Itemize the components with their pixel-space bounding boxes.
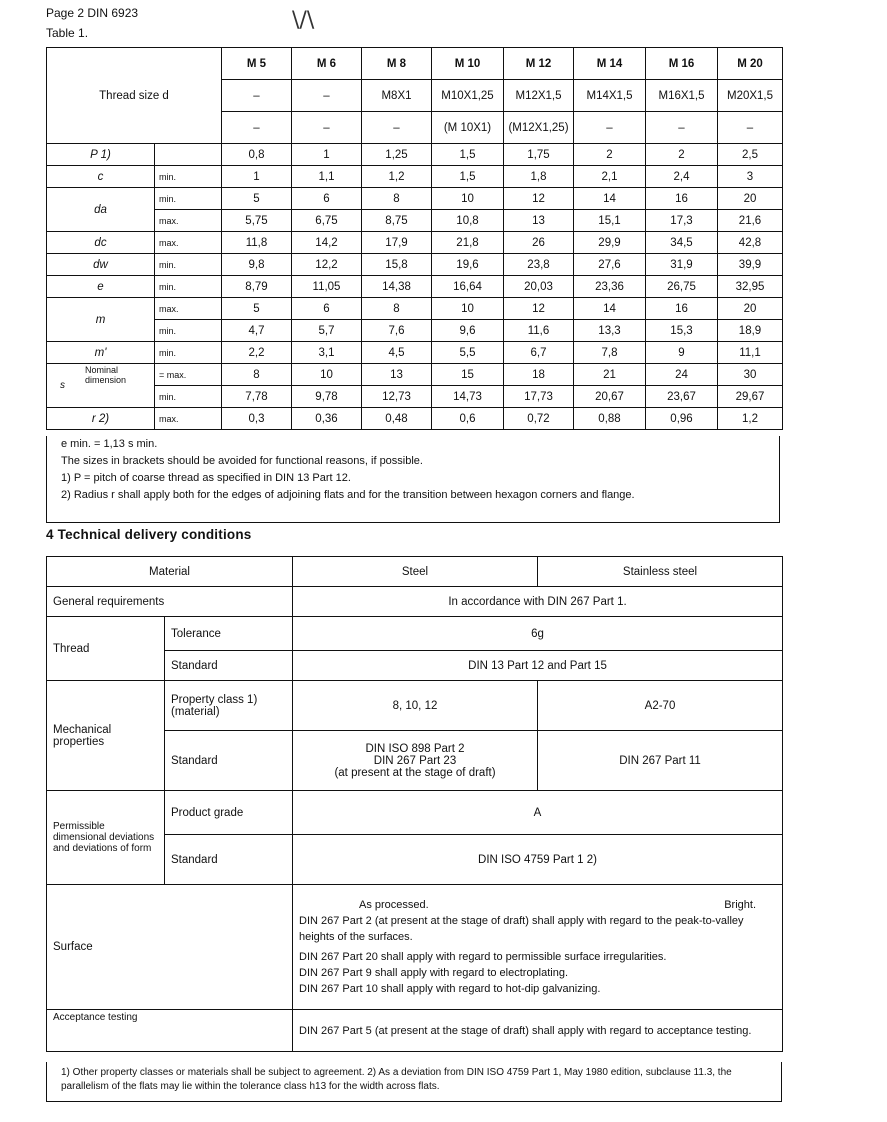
size-header: M 8 xyxy=(362,48,432,80)
thread-standard-label: Standard xyxy=(165,651,293,681)
symbol: c xyxy=(47,166,155,188)
value-cell: 39,9 xyxy=(718,254,783,276)
perm-label: Permissible dimensional deviations and deviations of form xyxy=(47,791,165,885)
value-cell: 1 xyxy=(292,144,362,166)
size-header: M 12 xyxy=(504,48,574,80)
table-caption: Table 1. xyxy=(46,26,89,40)
value-cell: 23,36 xyxy=(574,276,646,298)
value-cell: 0,48 xyxy=(362,408,432,430)
value-cell: 0,6 xyxy=(432,408,504,430)
value-cell: 18 xyxy=(504,364,574,386)
surface-line3: DIN 267 Part 9 shall apply with regard to electroplating. xyxy=(299,967,569,979)
value-cell: 12,2 xyxy=(292,254,362,276)
surface-line4: DIN 267 Part 10 shall apply with regard to hot-dip galvanizing. xyxy=(299,983,601,995)
table1-notes xyxy=(46,436,780,523)
symbol: e xyxy=(47,276,155,298)
surface-label: Surface xyxy=(47,885,293,1010)
value-cell: 2 xyxy=(574,144,646,166)
value-cell: 17,9 xyxy=(362,232,432,254)
value-cell: 1,5 xyxy=(432,166,504,188)
value-cell: 32,95 xyxy=(718,276,783,298)
value-cell: 34,5 xyxy=(646,232,718,254)
value-cell: 17,3 xyxy=(646,210,718,232)
value-cell: 2,2 xyxy=(222,342,292,364)
qualifier: max. xyxy=(155,210,222,232)
value-cell: 30 xyxy=(718,364,783,386)
fine-thread-1: M20X1,5 xyxy=(718,80,783,112)
value-cell: 9,8 xyxy=(222,254,292,276)
size-header: M 6 xyxy=(292,48,362,80)
value-cell: 20 xyxy=(718,298,783,320)
qualifier: min. xyxy=(155,386,222,408)
symbol-s: s xyxy=(60,380,65,391)
value-cell: 10,8 xyxy=(432,210,504,232)
value-cell: 7,78 xyxy=(222,386,292,408)
value-cell: 0,3 xyxy=(222,408,292,430)
value-cell: 8 xyxy=(362,188,432,210)
mech-standard-stainless: DIN 267 Part 11 xyxy=(538,731,783,791)
dimensions-table xyxy=(46,47,783,430)
fine-thread-1: – xyxy=(222,80,292,112)
stainless-header: Stainless steel xyxy=(538,557,783,587)
value-cell: 8,79 xyxy=(222,276,292,298)
value-cell: 0,36 xyxy=(292,408,362,430)
value-cell: 11,6 xyxy=(504,320,574,342)
fine-thread-2: – xyxy=(362,112,432,144)
fine-thread-2: – xyxy=(222,112,292,144)
value-cell: 1,1 xyxy=(292,166,362,188)
note-emin: e min. = 1,13 s min. xyxy=(61,438,158,450)
value-cell: 21 xyxy=(574,364,646,386)
value-cell: 3 xyxy=(718,166,783,188)
value-cell: 6,75 xyxy=(292,210,362,232)
tolerance-value: 6g xyxy=(293,617,783,651)
value-cell: 8 xyxy=(222,364,292,386)
symbol: m' xyxy=(47,342,155,364)
value-cell: 21,8 xyxy=(432,232,504,254)
fine-thread-1: M10X1,25 xyxy=(432,80,504,112)
value-cell: 0,88 xyxy=(574,408,646,430)
qualifier: max. xyxy=(155,408,222,430)
value-cell: 1,25 xyxy=(362,144,432,166)
perm-standard-value: DIN ISO 4759 Part 1 2) xyxy=(293,835,783,885)
value-cell: 9,78 xyxy=(292,386,362,408)
value-cell: 5,5 xyxy=(432,342,504,364)
fine-thread-2: – xyxy=(292,112,362,144)
acceptance-value: DIN 267 Part 5 (at present at the stage of draft) shall apply with regard to acceptance testing. xyxy=(293,1010,783,1052)
general-req-label: General requirements xyxy=(47,587,293,617)
value-cell: 4,5 xyxy=(362,342,432,364)
value-cell: 14,73 xyxy=(432,386,504,408)
symbol: dw xyxy=(47,254,155,276)
symbol: dc xyxy=(47,232,155,254)
size-header: M 14 xyxy=(574,48,646,80)
footnote-1: 1) P = pitch of coarse thread as specified in DIN 13 Part 12. xyxy=(61,472,351,484)
value-cell: 1,8 xyxy=(504,166,574,188)
value-cell: 14 xyxy=(574,188,646,210)
value-cell: 2,1 xyxy=(574,166,646,188)
value-cell: 27,6 xyxy=(574,254,646,276)
page-header: Page 2 DIN 6923 xyxy=(46,6,139,20)
value-cell: 6 xyxy=(292,188,362,210)
value-cell: 6 xyxy=(292,298,362,320)
fine-thread-2: – xyxy=(718,112,783,144)
qualifier: max. xyxy=(155,298,222,320)
value-cell: 4,7 xyxy=(222,320,292,342)
mech-label: Mechanical properties xyxy=(47,681,165,791)
value-cell: 11,05 xyxy=(292,276,362,298)
value-cell: 24 xyxy=(646,364,718,386)
size-header: M 5 xyxy=(222,48,292,80)
value-cell: 20 xyxy=(718,188,783,210)
value-cell: 7,6 xyxy=(362,320,432,342)
symbol: r 2) xyxy=(47,408,155,430)
qualifier: = max. xyxy=(155,364,222,386)
value-cell: 8 xyxy=(362,298,432,320)
value-cell: 1 xyxy=(222,166,292,188)
size-header: M 16 xyxy=(646,48,718,80)
symbol: P 1) xyxy=(47,144,155,166)
section4-footnote: 1) Other property classes or materials shall be subject to agreement. 2) As a deviation from DIN ISO 4759 Part 1, May 1980 edition, subclause 11.3, the parallelism of the flats may lie within the tolerance class h13 for the width across flats. xyxy=(46,1062,782,1102)
fine-thread-1: – xyxy=(292,80,362,112)
value-cell: 7,8 xyxy=(574,342,646,364)
value-cell: 23,67 xyxy=(646,386,718,408)
prop-class-steel: 8, 10, 12 xyxy=(293,681,538,731)
footnote-2: 2) Radius r shall apply both for the edges of adjoining flats and for the transition between hexagon corners and flange. xyxy=(61,489,635,501)
value-cell: 3,1 xyxy=(292,342,362,364)
value-cell: 1,5 xyxy=(432,144,504,166)
value-cell: 15,1 xyxy=(574,210,646,232)
qualifier: min. xyxy=(155,276,222,298)
fine-thread-1: M8X1 xyxy=(362,80,432,112)
value-cell: 18,9 xyxy=(718,320,783,342)
value-cell: 13,3 xyxy=(574,320,646,342)
value-cell: 29,9 xyxy=(574,232,646,254)
thread-standard-value: DIN 13 Part 12 and Part 15 xyxy=(293,651,783,681)
value-cell: 14 xyxy=(574,298,646,320)
qualifier: max. xyxy=(155,232,222,254)
value-cell: 2 xyxy=(646,144,718,166)
value-cell: 26,75 xyxy=(646,276,718,298)
note-brackets: The sizes in brackets should be avoided for functional reasons, if possible. xyxy=(61,455,423,467)
prop-class-stainless: A2-70 xyxy=(538,681,783,731)
value-cell: 1,2 xyxy=(718,408,783,430)
value-cell: 12,73 xyxy=(362,386,432,408)
value-cell: 20,03 xyxy=(504,276,574,298)
value-cell: 16,64 xyxy=(432,276,504,298)
value-cell: 20,67 xyxy=(574,386,646,408)
value-cell: 10 xyxy=(432,188,504,210)
thread-label: Thread xyxy=(47,617,165,681)
value-cell: 5,7 xyxy=(292,320,362,342)
value-cell: 13 xyxy=(362,364,432,386)
fine-thread-1: M16X1,5 xyxy=(646,80,718,112)
value-cell: 14,2 xyxy=(292,232,362,254)
symbol-m: m xyxy=(47,298,155,342)
value-cell: 16 xyxy=(646,298,718,320)
surface-processed: As processed. xyxy=(359,899,429,911)
value-cell: 5 xyxy=(222,188,292,210)
value-cell: 10 xyxy=(432,298,504,320)
fine-thread-2: – xyxy=(646,112,718,144)
value-cell: 13 xyxy=(504,210,574,232)
value-cell: 0,8 xyxy=(222,144,292,166)
value-cell: 23,8 xyxy=(504,254,574,276)
surface-bright: Bright. xyxy=(724,899,756,911)
value-cell: 10 xyxy=(292,364,362,386)
size-header: M 10 xyxy=(432,48,504,80)
delivery-conditions-table xyxy=(46,556,783,1052)
value-cell: 21,6 xyxy=(718,210,783,232)
value-cell: 2,5 xyxy=(718,144,783,166)
value-cell: 6,7 xyxy=(504,342,574,364)
symbol-s xyxy=(47,364,155,408)
value-cell: 15,8 xyxy=(362,254,432,276)
value-cell: 1,2 xyxy=(362,166,432,188)
value-cell: 0,96 xyxy=(646,408,718,430)
mech-std-steel-line1: DIN ISO 898 Part 2 xyxy=(365,742,465,755)
value-cell: 17,73 xyxy=(504,386,574,408)
mech-std-steel-line2: DIN 267 Part 23 xyxy=(373,754,457,767)
value-cell: 0,72 xyxy=(504,408,574,430)
fine-thread-2: (M 10X1) xyxy=(432,112,504,144)
value-cell: 15 xyxy=(432,364,504,386)
value-cell: 16 xyxy=(646,188,718,210)
value-cell: 14,38 xyxy=(362,276,432,298)
perm-standard-label: Standard xyxy=(165,835,293,885)
product-grade-label: Product grade xyxy=(165,791,293,835)
product-grade-value: A xyxy=(293,791,783,835)
value-cell: 19,6 xyxy=(432,254,504,276)
tolerance-label: Tolerance xyxy=(165,617,293,651)
value-cell: 5,75 xyxy=(222,210,292,232)
value-cell: 26 xyxy=(504,232,574,254)
handwritten-mark: \/\ xyxy=(292,8,315,33)
value-cell: 11,8 xyxy=(222,232,292,254)
value-cell: 8,75 xyxy=(362,210,432,232)
fine-thread-1: M14X1,5 xyxy=(574,80,646,112)
mech-std-steel-line3: (at present at the stage of draft) xyxy=(334,766,496,779)
value-cell: 5 xyxy=(222,298,292,320)
qualifier: min. xyxy=(155,342,222,364)
section-heading: 4 Technical delivery conditions xyxy=(46,527,252,542)
thread-size-label: Thread size d xyxy=(47,48,222,144)
acceptance-label: Acceptance testing xyxy=(47,1010,293,1052)
fine-thread-2: (M12X1,25) xyxy=(504,112,574,144)
surface-value xyxy=(293,885,783,1010)
surface-line1: DIN 267 Part 2 (at present at the stage of draft) shall apply with regard to the peak-to-valley heights of the surfaces. xyxy=(299,915,744,943)
qualifier: min. xyxy=(155,254,222,276)
value-cell: 31,9 xyxy=(646,254,718,276)
qualifier: min. xyxy=(155,188,222,210)
nominal-dimension-label: Nominal dimension xyxy=(85,365,127,385)
steel-header: Steel xyxy=(293,557,538,587)
value-cell: 29,67 xyxy=(718,386,783,408)
mech-standard-label: Standard xyxy=(165,731,293,791)
size-header: M 20 xyxy=(718,48,783,80)
qualifier: min. xyxy=(155,166,222,188)
value-cell: 1,75 xyxy=(504,144,574,166)
value-cell: 12 xyxy=(504,188,574,210)
symbol-da: da xyxy=(47,188,155,232)
fine-thread-2: – xyxy=(574,112,646,144)
value-cell: 42,8 xyxy=(718,232,783,254)
general-req-value: In accordance with DIN 267 Part 1. xyxy=(293,587,783,617)
qualifier xyxy=(155,144,222,166)
prop-class-label: Property class 1) (material) xyxy=(165,681,293,731)
value-cell: 9 xyxy=(646,342,718,364)
mech-standard-steel xyxy=(293,731,538,791)
value-cell: 11,1 xyxy=(718,342,783,364)
surface-line2: DIN 267 Part 20 shall apply with regard to permissible surface irregularities. xyxy=(299,951,667,963)
value-cell: 2,4 xyxy=(646,166,718,188)
qualifier: min. xyxy=(155,320,222,342)
value-cell: 12 xyxy=(504,298,574,320)
fine-thread-1: M12X1,5 xyxy=(504,80,574,112)
material-header: Material xyxy=(47,557,293,587)
value-cell: 9,6 xyxy=(432,320,504,342)
value-cell: 15,3 xyxy=(646,320,718,342)
